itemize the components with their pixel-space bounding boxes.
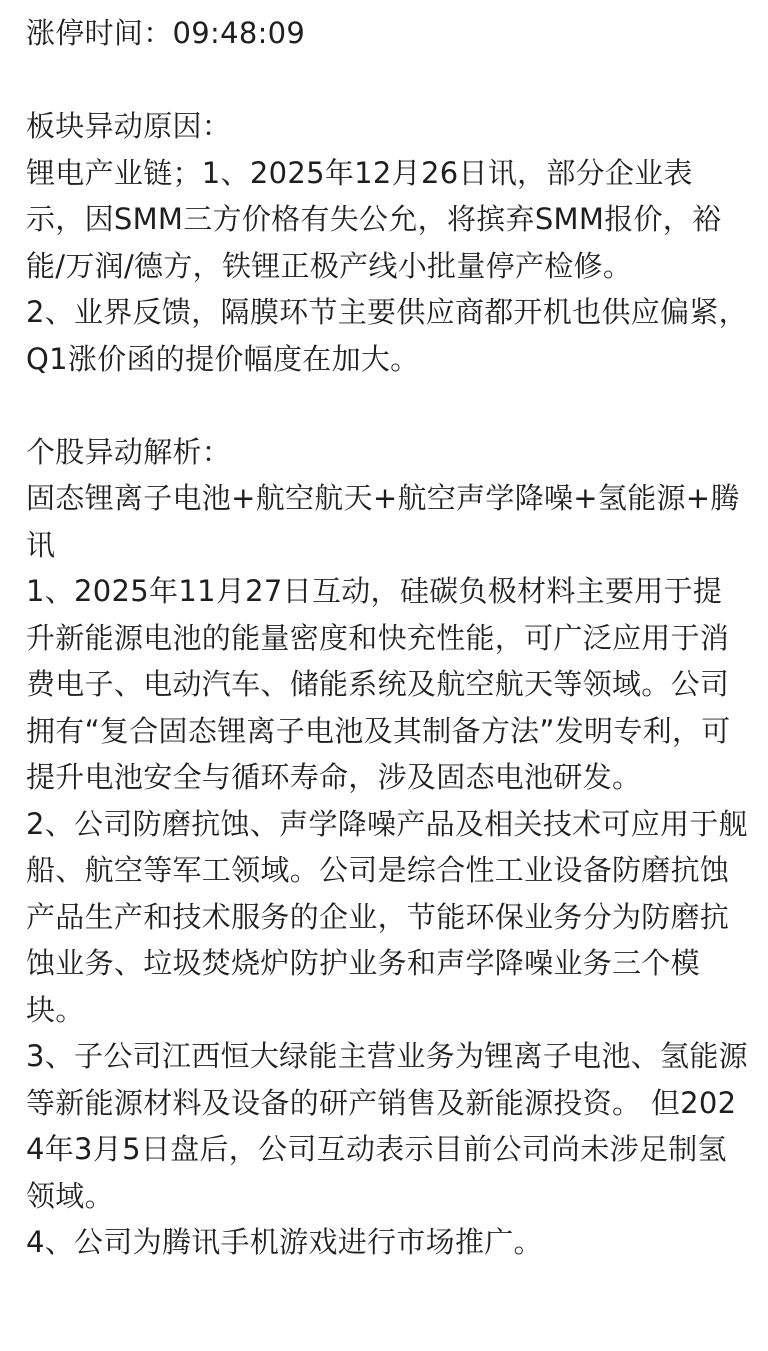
- spacer: [26, 57, 750, 104]
- sector-heading: 板块异动原因：: [26, 109, 232, 143]
- stock-paragraph-4: 4、公司为腾讯手机游戏进行市场推广。: [26, 1225, 543, 1259]
- stock-paragraph-2: 2、公司防磨抗蚀、声学降噪产品及相关技术可应用于舰船、航空等军工领域。公司是综合性工业设备防磨抗蚀产品生产和技术服务的企业，节能环保业务分为防磨抗蚀业务、垃圾焚烧炉防护业务和声学降噪业务三个模块。: [26, 806, 748, 1027]
- stock-paragraph-3: 3、子公司江西恒大绿能主营业务为锂离子电池、氢能源等新能源材料及设备的研产销售及新能源投资。 但2024年3月5日盘后，公司互动表示目前公司尚未涉足制氢领域。: [26, 1039, 748, 1213]
- limit-up-time: 涨停时间：09:48:09: [26, 16, 306, 50]
- spacer: [26, 382, 750, 429]
- stock-paragraph-1: 1、2025年11月27日互动，硅碳负极材料主要用于提升新能源电池的能量密度和快充性能，可广泛应用于消费电子、电动汽车、储能系统及航空航天等领域。公司拥有“复合固态锂离子电池及其制备方法”发明专利，可提升电池安全与循环寿命，涉及固态电池研发。: [26, 574, 731, 794]
- sector-paragraph-2: 2、业界反馈，隔膜环节主要供应商都开机也供应偏紧，Q1涨价函的提价幅度在加大。: [26, 295, 748, 376]
- stock-heading: 个股异动解析：: [26, 434, 232, 469]
- sector-paragraph-1: 锂电产业链；1、2025年12月26日讯，部分企业表示，因SMM三方价格有失公允，将摈弃SMM报价，裕能/万润/德方，铁锂正极产线小批量停产检修。: [26, 155, 722, 283]
- stock-concepts: 固态锂离子电池+航空航天+航空声学降噪+氢能源+腾讯: [26, 481, 740, 562]
- article-body: [26, 10, 750, 1266]
